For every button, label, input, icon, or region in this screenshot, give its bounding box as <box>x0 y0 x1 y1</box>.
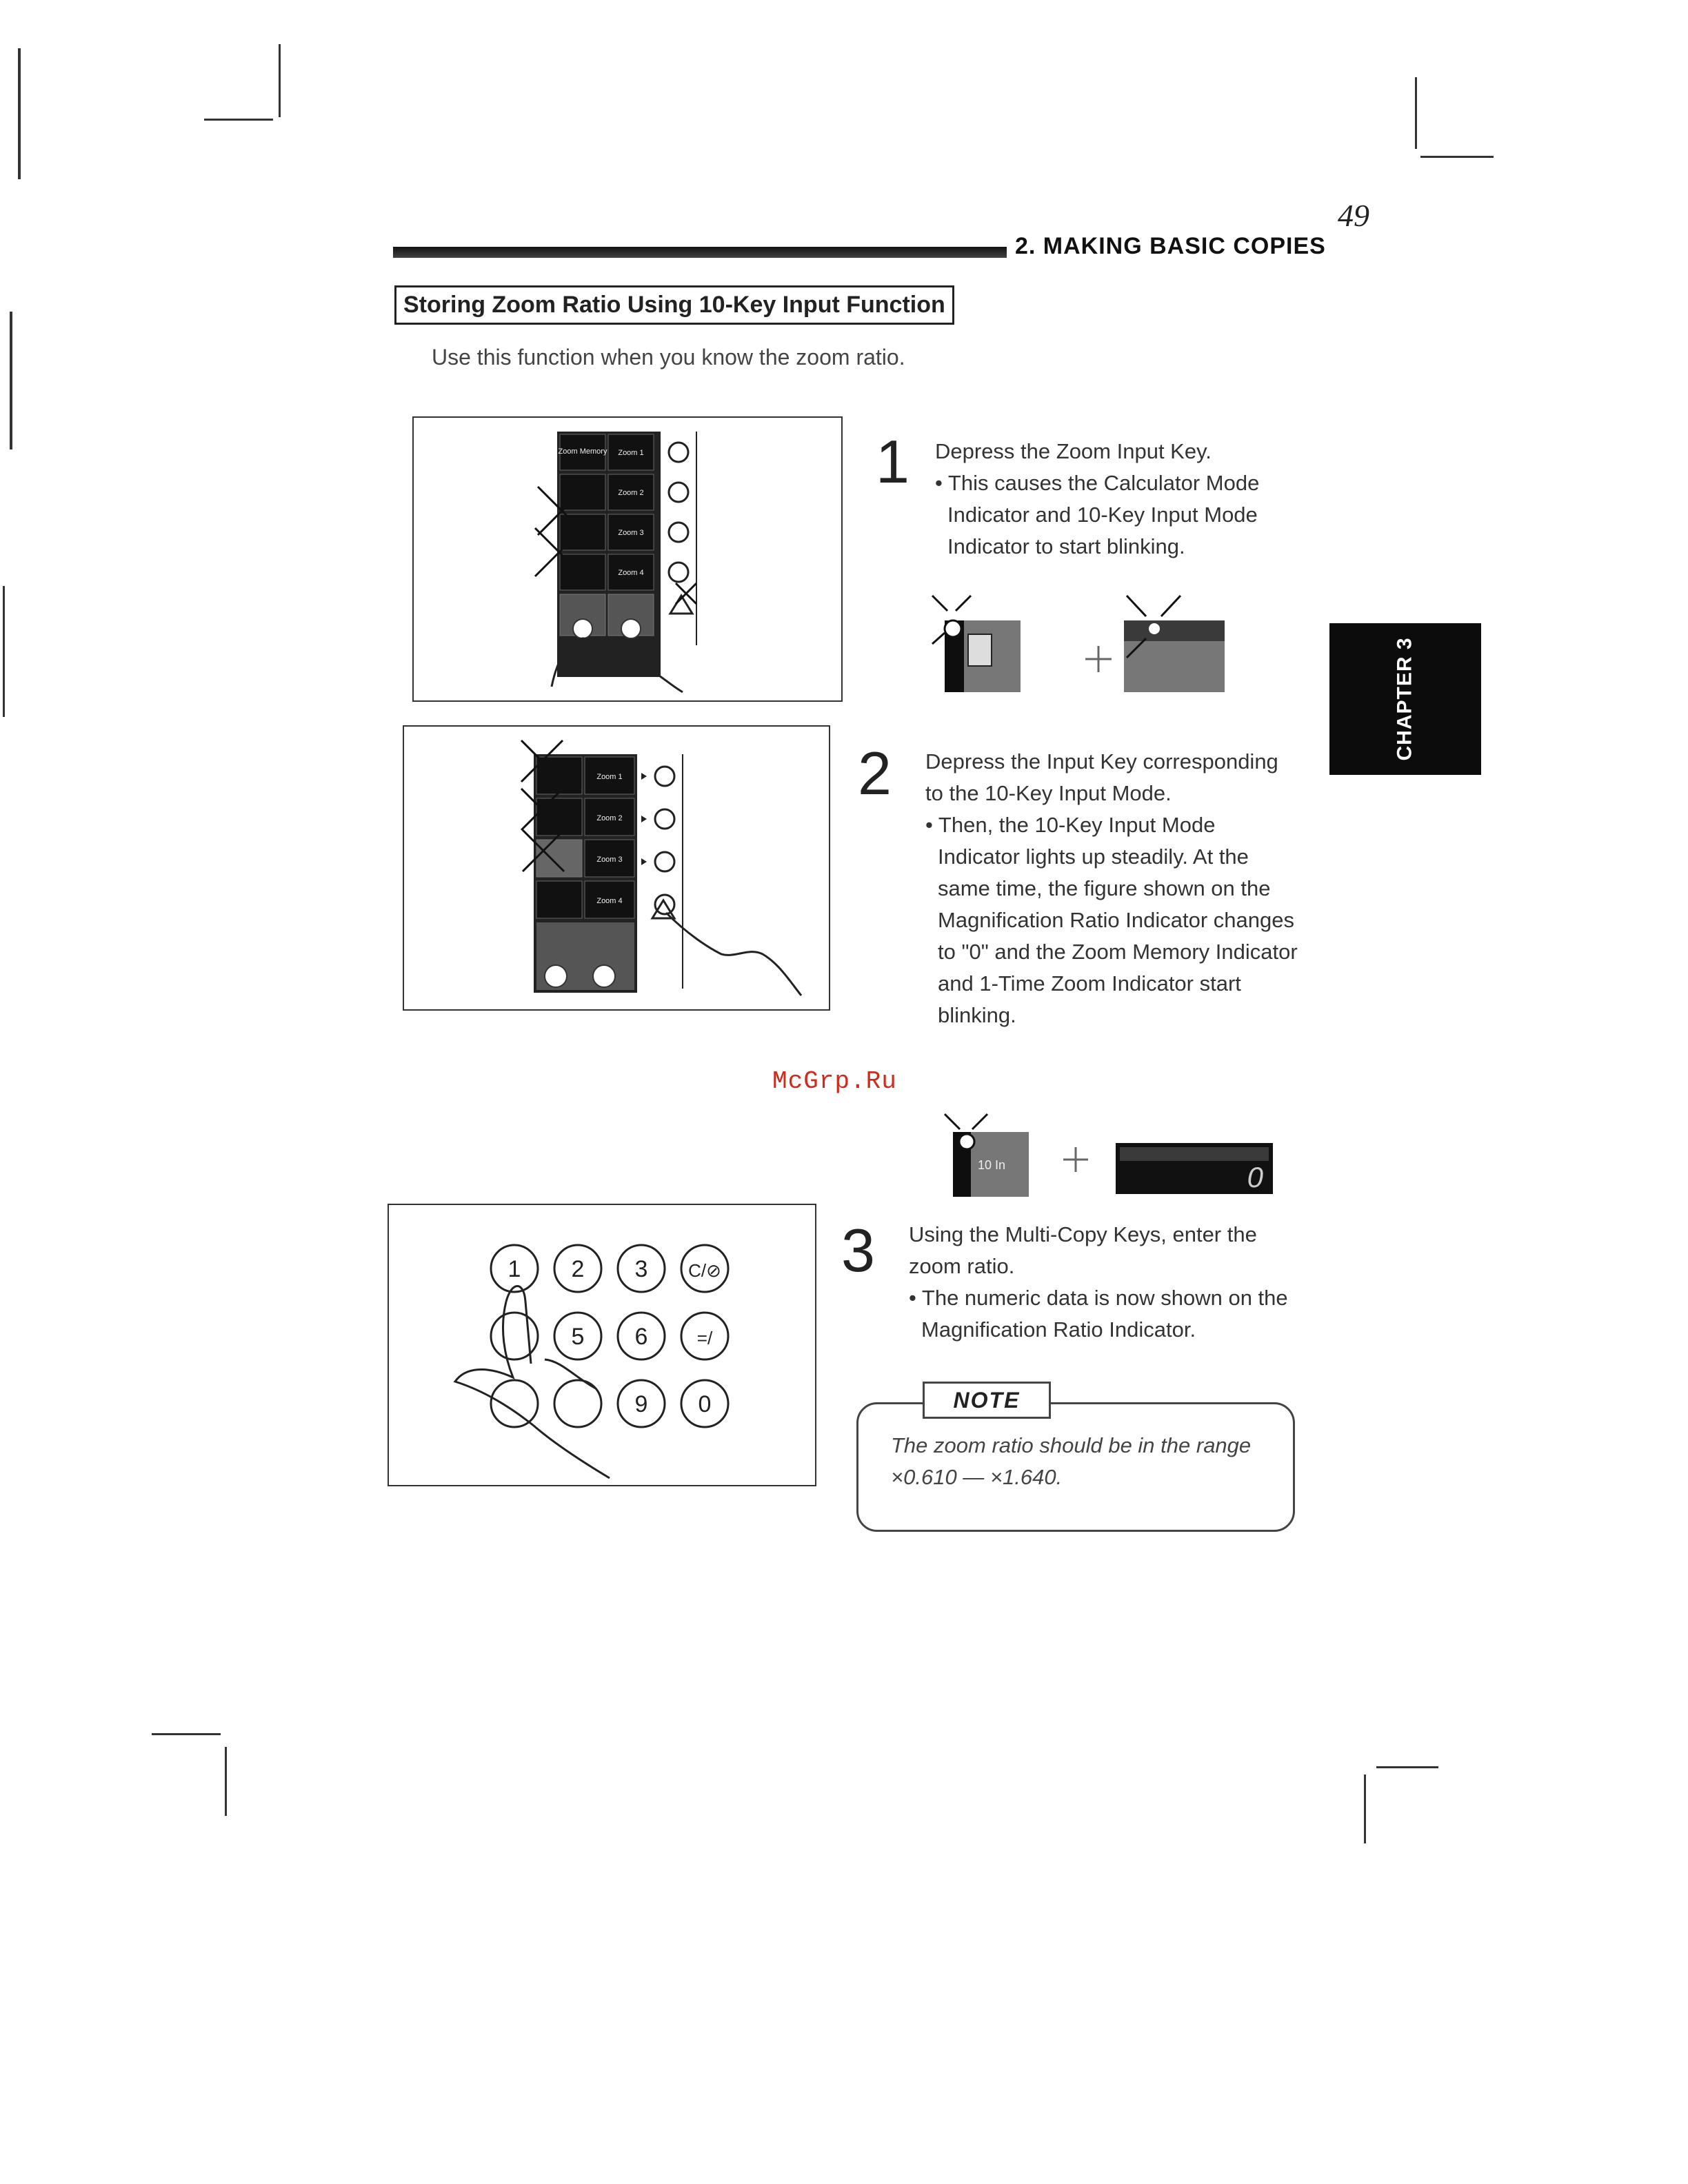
chapter-tab <box>1329 623 1481 775</box>
keypad-key-label: 5 <box>571 1324 585 1350</box>
keypad-key-label: 2 <box>571 1256 585 1282</box>
crop-mark <box>1415 77 1417 149</box>
keypad-illustration <box>389 1205 815 1485</box>
note-text: The zoom ratio should be in the range ×0.610 — ×1.640. <box>891 1433 1252 1489</box>
step2-figure <box>403 725 830 1011</box>
step2-text-block <box>925 746 1298 1031</box>
crop-mark <box>1420 156 1494 158</box>
blinking-indicators-icon <box>927 593 1230 696</box>
keypad-key-label: =/ <box>696 1328 713 1348</box>
mode-indicator-label: 10 In <box>978 1158 1006 1172</box>
step3-bullet-text: The numeric data is now shown on the Magnification Ratio Indicator. <box>921 1286 1288 1342</box>
panel-label-zoom2: Zoom 2 <box>618 489 644 497</box>
step2-bullet-text: Then, the 10-Key Input Mode Indicator lights up steadily. At the same time, the figure shown on the Magnification Ratio Indicator changes to "0" and the Zoom Memory Indicator and 1-Time Zoom Indicator start blinking. <box>938 813 1298 1027</box>
step2-instruction: Depress the Input Key corresponding to the 10-Key Input Mode. <box>925 749 1278 805</box>
crop-mark <box>10 312 12 449</box>
step1-text-block <box>935 436 1280 563</box>
step3-figure <box>388 1204 816 1486</box>
crop-mark <box>1364 1775 1366 1843</box>
crop-mark <box>225 1747 227 1816</box>
step1-bullet: • This causes the Calculator Mode Indicator and 10-Key Input Mode Indicator to start blinking. <box>935 471 1260 558</box>
panel-label-zoom3: Zoom 3 <box>618 529 644 537</box>
keypad-key-label: 0 <box>698 1391 712 1417</box>
step1-figure <box>412 416 843 702</box>
keypad-key <box>491 1380 538 1427</box>
keypad-key-label: 6 <box>634 1324 648 1350</box>
chapter-tab-label: CHAPTER 3 <box>1394 637 1416 761</box>
panel-label-zoom4: Zoom 4 <box>618 569 644 577</box>
keypad-key-label: 9 <box>634 1391 648 1417</box>
control-panel-illustration <box>404 727 829 1009</box>
step2-bullet: • Then, the 10-Key Input Mode Indicator lights up steadily. At the same time, the figure shown on the Magnification Ratio Indicator changes to "0" and the Zoom Memory Indicator and 1-Time Zoom Indicator start blinking. <box>925 813 1298 1027</box>
panel-label-zoom1: Zoom 1 <box>618 449 644 457</box>
panel-label-zoom2: Zoom 2 <box>596 814 623 822</box>
crop-mark <box>1376 1766 1438 1768</box>
step3-text-block <box>909 1219 1288 1346</box>
step2-indicator-graphics <box>939 1111 1284 1201</box>
panel-label-zoom4: Zoom 4 <box>596 897 623 905</box>
step3-number: 3 <box>841 1216 875 1284</box>
step1-instruction: Depress the Zoom Input Key. <box>935 439 1212 463</box>
keypad-key-label: 1 <box>508 1256 521 1282</box>
crop-mark <box>279 44 281 117</box>
step1-number: 1 <box>876 427 910 496</box>
step1-indicator-graphics <box>927 593 1230 696</box>
section-title: Storing Zoom Ratio Using 10-Key Input Function <box>394 285 954 325</box>
intro-text: Use this function when you know the zoom ratio. <box>432 345 905 370</box>
header-title: 2. MAKING BASIC COPIES <box>1007 233 1333 260</box>
magnification-display-value: 0 <box>1247 1161 1263 1193</box>
crop-mark <box>18 48 21 179</box>
panel-label-zoom1: Zoom 1 <box>596 773 623 781</box>
indicator-display-icon <box>939 1111 1284 1201</box>
step1-bullet-text: This causes the Calculator Mode Indicator and 10-Key Input Mode Indicator to start blinking. <box>947 471 1260 558</box>
crop-mark <box>3 586 5 717</box>
watermark: McGrp.Ru <box>772 1067 897 1095</box>
step2-number: 2 <box>858 739 892 807</box>
page-number: 49 <box>1338 198 1369 233</box>
keypad-key-label: C/⊘ <box>688 1260 721 1281</box>
step3-instruction: Using the Multi-Copy Keys, enter the zoom ratio. <box>909 1222 1257 1278</box>
panel-label-zoom-memory: Zoom Memory <box>558 447 607 456</box>
control-panel-illustration <box>414 418 841 700</box>
crop-mark <box>204 119 273 121</box>
keypad-key-label: 3 <box>634 1256 648 1282</box>
crop-mark <box>152 1733 221 1735</box>
panel-label-zoom3: Zoom 3 <box>596 856 623 864</box>
note-label: NOTE <box>923 1382 1051 1419</box>
step3-bullet: • The numeric data is now shown on the Magnification Ratio Indicator. <box>909 1286 1288 1342</box>
